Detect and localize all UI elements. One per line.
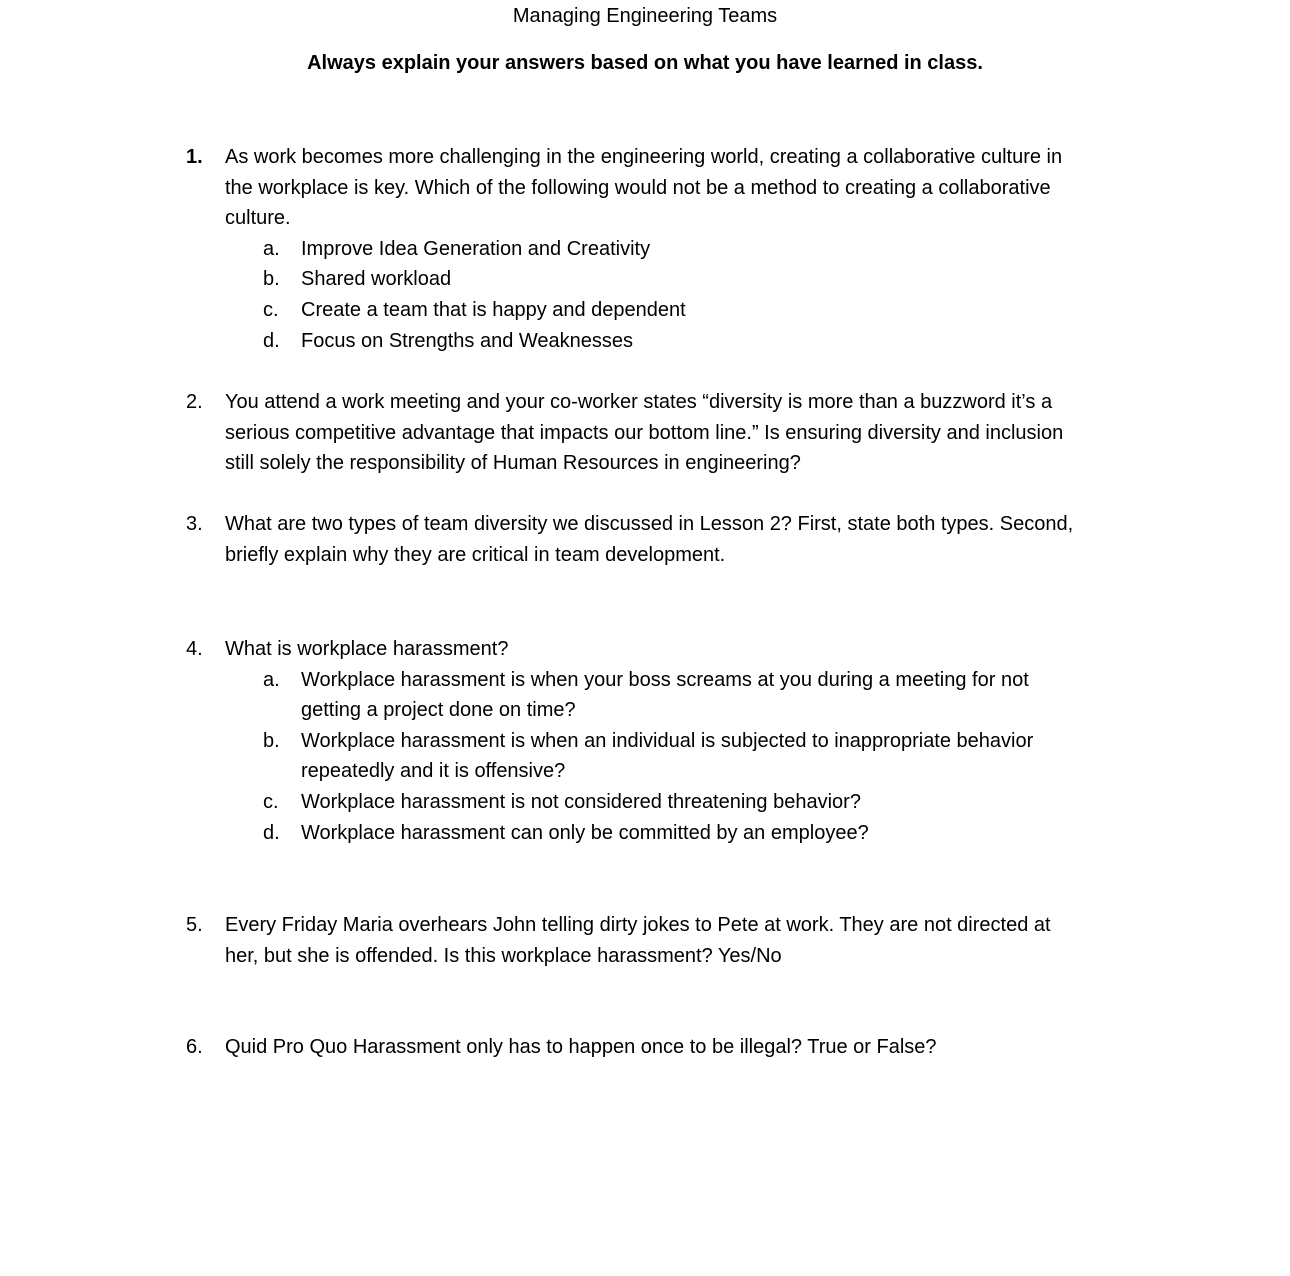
question-text [225, 1032, 1146, 1063]
option-letter: c. [263, 298, 279, 321]
answer-options [186, 665, 1146, 849]
question-5 [186, 910, 1146, 971]
option-text-line: Workplace harassment is when your boss screams at you during a meeting for not [301, 668, 1029, 691]
option-letter: c. [263, 790, 279, 813]
question-text-line: culture. [225, 207, 291, 230]
question-number: 1. [186, 146, 203, 168]
page-subtitle: Always explain your answers based on what you have learned in class. [307, 52, 983, 74]
question-text-line: Quid Pro Quo Harassment only has to happen once to be illegal? True or False? [225, 1036, 937, 1058]
answer-option-b [186, 726, 1146, 787]
question-text-line: What are two types of team diversity we discussed in Lesson 2? First, state both types. Second, [225, 513, 1074, 535]
option-text: Create a team that is happy and dependent [301, 298, 686, 321]
option-letter: d. [263, 821, 280, 844]
question-text-line: still solely the responsibility of Human Resources in engineering? [225, 452, 801, 475]
answer-option-d [186, 818, 1146, 849]
option-text: Improve Idea Generation and Creativity [301, 237, 651, 260]
answer-option-a [186, 665, 1146, 726]
option-text-line: Workplace harassment can only be committed by an employee? [301, 821, 869, 844]
answer-option-d [186, 326, 1146, 357]
option-letter: a. [263, 237, 280, 260]
question-number: 4. [186, 638, 203, 660]
option-letter: b. [263, 729, 280, 752]
question-text-line: Every Friday Maria overhears John telling dirty jokes to Pete at work. They are not directed at [225, 914, 1051, 936]
question-number: 3. [186, 513, 203, 535]
question-text-line: You attend a work meeting and your co-worker states “diversity is more than a buzzword it’s a [225, 391, 1053, 413]
answer-option-a [186, 234, 1146, 265]
question-text-line: briefly explain why they are critical in team development. [225, 543, 726, 566]
page-title: Managing Engineering Teams [512, 5, 778, 27]
answer-options [186, 234, 1146, 356]
question-text-line: her, but she is offended. Is this workplace harassment? Yes/No [225, 944, 782, 967]
question-text-line: As work becomes more challenging in the engineering world, creating a collaborative culture in [225, 146, 1063, 168]
question-4 [186, 634, 1146, 848]
option-text: Focus on Strengths and Weaknesses [301, 329, 634, 352]
option-text-line: Workplace harassment is when an individual is subjected to inappropriate behavior [301, 729, 1034, 752]
question-text [225, 387, 1146, 479]
question-text [225, 910, 1146, 971]
question-text [225, 509, 1146, 570]
question-3 [186, 509, 1146, 570]
question-number: 5. [186, 914, 203, 936]
option-text-line: getting a project done on time? [301, 699, 576, 722]
question-1 [186, 142, 1146, 356]
question-text [225, 142, 1146, 234]
answer-option-c [186, 787, 1146, 818]
option-text-line: repeatedly and it is offensive? [301, 760, 566, 783]
option-letter: b. [263, 268, 280, 291]
answer-option-b [186, 264, 1146, 295]
question-number: 2. [186, 391, 203, 413]
question-text-line: the workplace is key. Which of the following would not be a method to creating a collaborative [225, 176, 1051, 199]
question-text-line: What is workplace harassment? [225, 638, 509, 660]
question-text [225, 634, 1146, 665]
question-number: 6. [186, 1036, 203, 1058]
question-2 [186, 387, 1146, 479]
option-letter: d. [263, 329, 280, 352]
option-text-line: Workplace harassment is not considered threatening behavior? [301, 790, 861, 813]
option-text: Shared workload [301, 268, 452, 291]
option-letter: a. [263, 668, 280, 691]
answer-option-c [186, 295, 1146, 326]
question-6 [186, 1032, 1146, 1063]
question-text-line: serious competitive advantage that impacts our bottom line.” Is ensuring diversity and inclusion [225, 421, 1064, 444]
